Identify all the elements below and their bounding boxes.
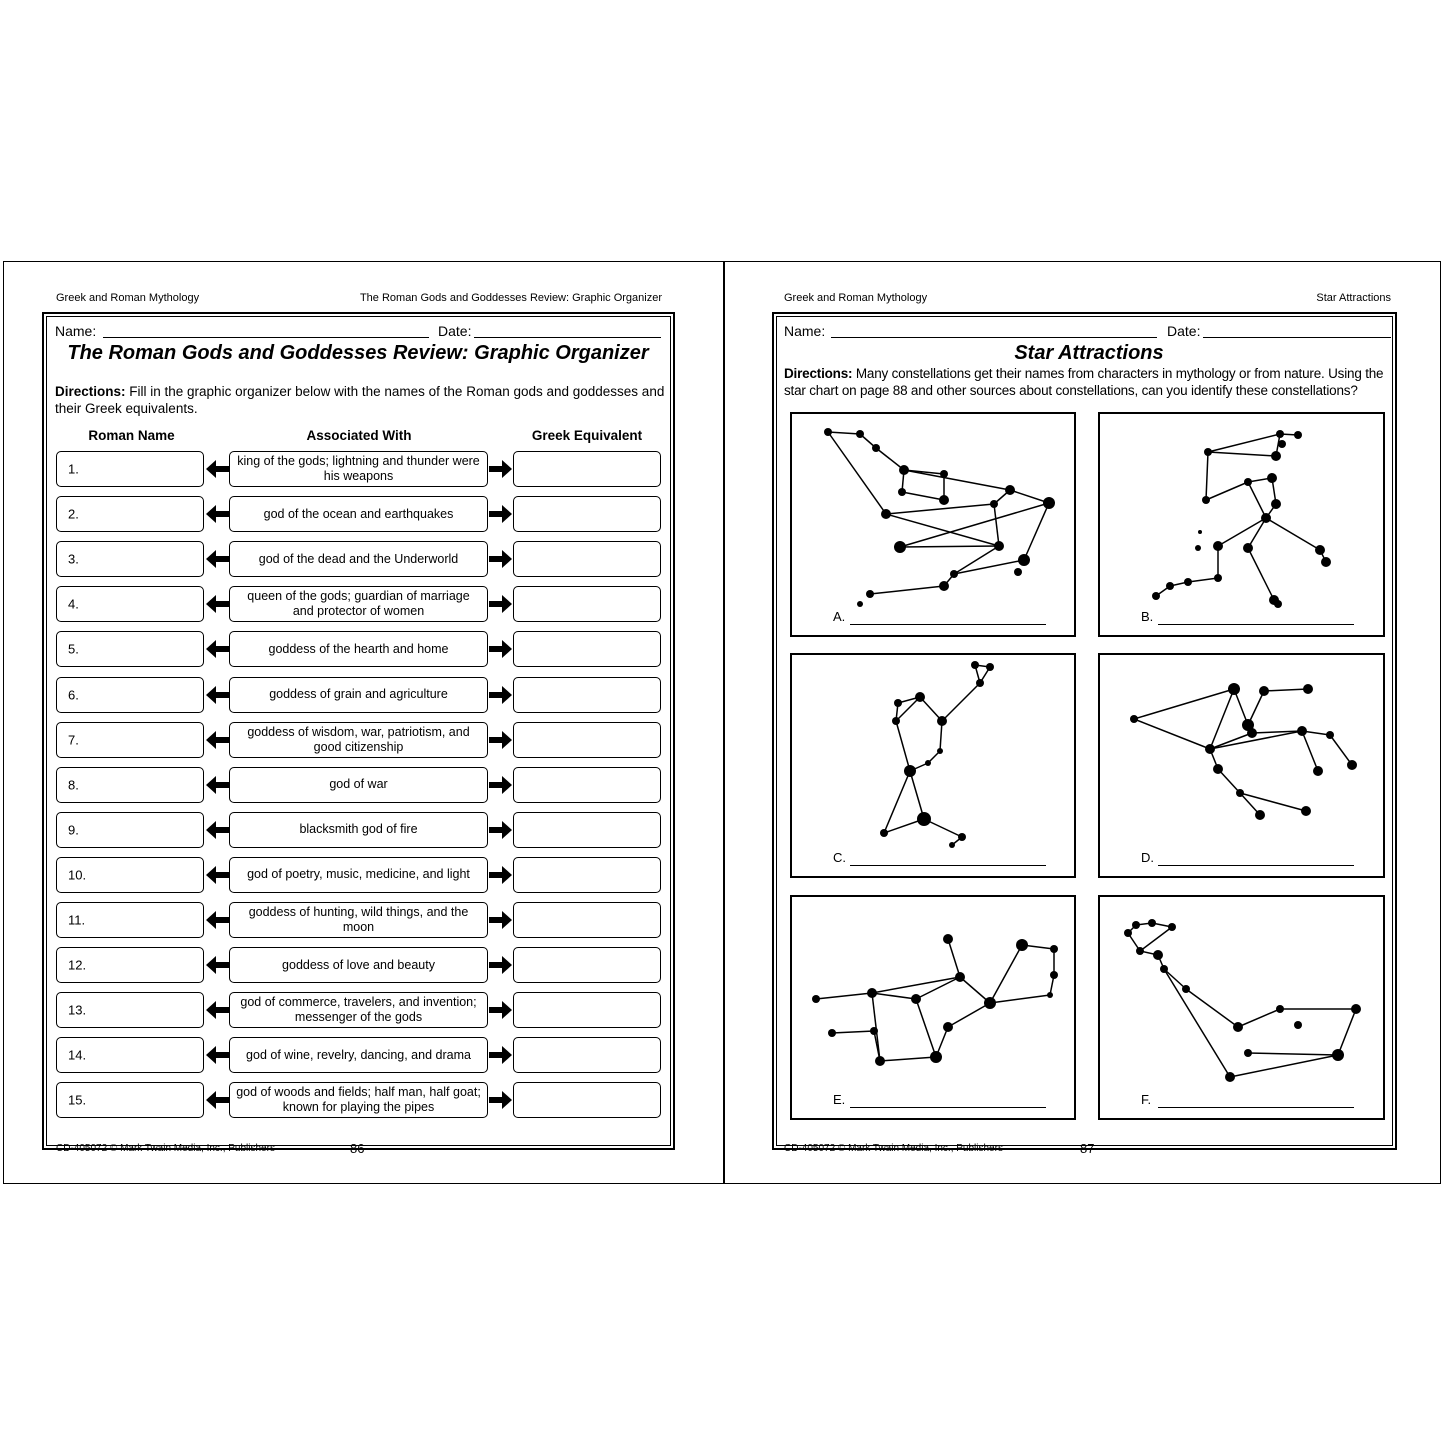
constellation-line bbox=[990, 995, 1050, 1003]
star-dot bbox=[894, 699, 902, 707]
star-dot bbox=[943, 934, 953, 944]
roman-name-box[interactable] bbox=[56, 1037, 204, 1073]
star-dot bbox=[1152, 592, 1160, 600]
name-label: Name: bbox=[55, 323, 97, 339]
star-dot bbox=[1214, 574, 1222, 582]
star-dot bbox=[872, 444, 880, 452]
star-dot bbox=[1228, 683, 1240, 695]
greek-equivalent-box[interactable] bbox=[513, 451, 661, 487]
star-dot bbox=[1321, 557, 1331, 567]
star-dot bbox=[986, 663, 994, 671]
star-dot bbox=[1204, 448, 1212, 456]
greek-equivalent-box[interactable] bbox=[513, 992, 661, 1028]
constellation-line bbox=[1266, 518, 1320, 550]
constellation-line bbox=[910, 771, 924, 819]
constellation-line bbox=[1024, 503, 1049, 560]
star-dot bbox=[1213, 541, 1223, 551]
roman-name-box[interactable] bbox=[56, 902, 204, 938]
constellation-diagram bbox=[1100, 897, 1387, 1122]
right-arrow-icon bbox=[489, 775, 513, 795]
name-label: Name: bbox=[784, 323, 826, 339]
constellation-line bbox=[900, 546, 999, 547]
roman-name-box[interactable] bbox=[56, 722, 204, 758]
name-field[interactable] bbox=[103, 337, 429, 338]
constellation-line bbox=[916, 999, 936, 1057]
constellation-line bbox=[872, 993, 916, 999]
greek-equivalent-box[interactable] bbox=[513, 947, 661, 983]
star-dot bbox=[881, 509, 891, 519]
star-dot bbox=[1016, 939, 1028, 951]
greek-equivalent-box[interactable] bbox=[513, 812, 661, 848]
associated-with-box: god of the ocean and earthquakes bbox=[229, 496, 488, 532]
constellation-line bbox=[886, 504, 994, 514]
right-arrow-icon bbox=[489, 1000, 513, 1020]
star-dot bbox=[1326, 731, 1334, 739]
left-page bbox=[3, 261, 723, 1184]
constellation-line bbox=[1210, 689, 1234, 749]
star-dot bbox=[1294, 1021, 1302, 1029]
star-dot bbox=[866, 590, 874, 598]
constellation-line bbox=[994, 504, 999, 546]
constellation-line bbox=[1238, 1009, 1280, 1027]
constellation-line bbox=[1248, 482, 1266, 518]
star-dot bbox=[1313, 766, 1323, 776]
constellation-answer-field[interactable] bbox=[850, 624, 1046, 625]
greek-equivalent-box[interactable] bbox=[513, 677, 661, 713]
star-dot bbox=[1005, 485, 1015, 495]
left-arrow-icon bbox=[205, 820, 229, 840]
roman-name-box[interactable] bbox=[56, 812, 204, 848]
star-dot bbox=[1276, 1005, 1284, 1013]
row-number: 15. bbox=[68, 1092, 87, 1108]
constellation-line bbox=[1302, 731, 1318, 771]
associated-with-box: god of woods and fields; half man, half goat; known for playing the pipes bbox=[229, 1082, 488, 1118]
star-dot bbox=[856, 430, 864, 438]
constellation-line bbox=[886, 514, 999, 546]
right-footer: CD-405072 © Mark Twain Media, Inc., Publishers bbox=[784, 1143, 1003, 1154]
constellation-line bbox=[828, 432, 860, 434]
right-arrow-icon bbox=[489, 730, 513, 750]
associated-with-box: goddess of hunting, wild things, and the moon bbox=[229, 902, 488, 938]
star-dot bbox=[1213, 764, 1223, 774]
right-page bbox=[724, 261, 1441, 1184]
right-arrow-icon bbox=[489, 1090, 513, 1110]
star-dot bbox=[894, 541, 906, 553]
constellation-line bbox=[904, 470, 1010, 490]
greek-equivalent-box[interactable] bbox=[513, 722, 661, 758]
constellation-line bbox=[1264, 689, 1308, 691]
left-header-left: Greek and Roman Mythology bbox=[56, 292, 200, 304]
associated-with-box: goddess of grain and agriculture bbox=[229, 677, 488, 713]
right-arrow-icon bbox=[489, 1045, 513, 1065]
page-title: Star Attractions bbox=[1014, 342, 1164, 364]
star-dot bbox=[1136, 947, 1144, 955]
left-arrow-icon bbox=[205, 865, 229, 885]
constellation-line bbox=[990, 945, 1022, 1003]
row-number: 1. bbox=[68, 461, 79, 477]
star-dot bbox=[1225, 1072, 1235, 1082]
star-dot bbox=[930, 1051, 942, 1063]
constellation-label: A. bbox=[833, 609, 846, 624]
left-arrow-icon bbox=[205, 775, 229, 795]
constellation-box bbox=[1098, 895, 1385, 1120]
star-dot bbox=[812, 995, 820, 1003]
constellation-label: C. bbox=[833, 850, 846, 865]
star-dot bbox=[990, 500, 998, 508]
star-dot bbox=[1198, 530, 1202, 534]
associated-with-box: goddess of the hearth and home bbox=[229, 631, 488, 667]
star-dot bbox=[1018, 554, 1030, 566]
star-dot bbox=[1278, 440, 1286, 448]
roman-name-box[interactable] bbox=[56, 586, 204, 622]
greek-equivalent-box[interactable] bbox=[513, 496, 661, 532]
star-dot bbox=[1276, 430, 1284, 438]
constellation-answer-field[interactable] bbox=[850, 865, 1046, 866]
star-dot bbox=[915, 692, 925, 702]
star-dot bbox=[1244, 478, 1252, 486]
left-arrow-icon bbox=[205, 594, 229, 614]
roman-name-box[interactable] bbox=[56, 631, 204, 667]
row-number: 2. bbox=[68, 506, 79, 522]
star-dot bbox=[1236, 789, 1244, 797]
constellation-answer-field[interactable] bbox=[850, 1107, 1046, 1108]
star-dot bbox=[824, 428, 832, 436]
left-arrow-icon bbox=[205, 504, 229, 524]
star-dot bbox=[1050, 971, 1058, 979]
star-dot bbox=[899, 465, 909, 475]
constellation-diagram bbox=[1100, 655, 1387, 880]
row-number: 3. bbox=[68, 551, 79, 567]
star-dot bbox=[1166, 582, 1174, 590]
star-dot bbox=[939, 495, 949, 505]
star-dot bbox=[937, 748, 943, 754]
star-dot bbox=[949, 842, 955, 848]
constellation-line bbox=[872, 993, 880, 1061]
constellation-label: D. bbox=[1141, 850, 1154, 865]
right-arrow-icon bbox=[489, 910, 513, 930]
star-dot bbox=[867, 988, 877, 998]
constellation-label: F. bbox=[1141, 1092, 1152, 1107]
associated-with-box: goddess of love and beauty bbox=[229, 947, 488, 983]
star-dot bbox=[1132, 921, 1140, 929]
roman-name-box[interactable] bbox=[56, 451, 204, 487]
greek-equivalent-box[interactable] bbox=[513, 1037, 661, 1073]
constellation-line bbox=[1188, 578, 1218, 582]
star-dot bbox=[911, 994, 921, 1004]
date-field[interactable] bbox=[474, 337, 661, 338]
constellation-line bbox=[1248, 1053, 1338, 1055]
star-dot bbox=[1182, 985, 1190, 993]
star-dot bbox=[1297, 726, 1307, 736]
star-dot bbox=[1315, 545, 1325, 555]
associated-with-box: god of wine, revelry, dancing, and drama bbox=[229, 1037, 488, 1073]
roman-name-box[interactable] bbox=[56, 857, 204, 893]
star-dot bbox=[1332, 1049, 1344, 1061]
row-number: 4. bbox=[68, 596, 79, 612]
constellation-line bbox=[1164, 969, 1230, 1077]
greek-equivalent-box[interactable] bbox=[513, 1082, 661, 1118]
constellation-diagram bbox=[792, 414, 1078, 639]
constellation-line bbox=[1134, 689, 1234, 719]
star-dot bbox=[994, 541, 1004, 551]
star-dot bbox=[1202, 496, 1210, 504]
constellation-line bbox=[1134, 719, 1210, 749]
constellation-line bbox=[1186, 989, 1238, 1027]
star-dot bbox=[870, 1027, 878, 1035]
constellation-line bbox=[1010, 490, 1049, 503]
constellation-diagram bbox=[792, 897, 1078, 1122]
row-number: 14. bbox=[68, 1047, 87, 1063]
row-number: 12. bbox=[68, 957, 87, 973]
star-dot bbox=[1274, 600, 1282, 608]
star-dot bbox=[1247, 728, 1257, 738]
constellation-box bbox=[790, 412, 1076, 637]
constellation-label: B. bbox=[1141, 609, 1154, 624]
directions-label: Directions: bbox=[55, 384, 126, 399]
star-dot bbox=[1243, 543, 1253, 553]
greek-equivalent-box[interactable] bbox=[513, 902, 661, 938]
right-arrow-icon bbox=[489, 685, 513, 705]
star-dot bbox=[1347, 760, 1357, 770]
right-page-number: 87 bbox=[1080, 1141, 1095, 1156]
right-arrow-icon bbox=[489, 594, 513, 614]
constellation-line bbox=[1330, 735, 1352, 765]
left-footer: CD-405072 © Mark Twain Media, Inc., Publishers bbox=[56, 1143, 275, 1154]
col-greek-equivalent: Greek Equivalent bbox=[531, 428, 643, 443]
roman-name-box[interactable] bbox=[56, 947, 204, 983]
star-dot bbox=[1244, 1049, 1252, 1057]
star-dot bbox=[1160, 965, 1168, 973]
left-arrow-icon bbox=[205, 1045, 229, 1065]
left-page-number: 86 bbox=[350, 1141, 365, 1156]
row-number: 9. bbox=[68, 822, 79, 838]
constellation-diagram bbox=[1100, 414, 1387, 639]
constellation-box bbox=[790, 895, 1076, 1120]
associated-with-box: queen of the gods; guardian of marriage and protector of women bbox=[229, 586, 488, 622]
right-arrow-icon bbox=[489, 820, 513, 840]
star-dot bbox=[1271, 451, 1281, 461]
constellation-box bbox=[1098, 412, 1385, 637]
roman-name-box[interactable] bbox=[56, 1082, 204, 1118]
left-arrow-icon bbox=[205, 1090, 229, 1110]
constellation-line bbox=[1230, 1055, 1338, 1077]
star-dot bbox=[1303, 684, 1313, 694]
directions-label: Directions: bbox=[784, 366, 853, 381]
constellation-line bbox=[1218, 518, 1266, 546]
constellation-line bbox=[1206, 452, 1208, 500]
star-dot bbox=[1271, 499, 1281, 509]
left-header-right: The Roman Gods and Goddesses Review: Graphic Organizer bbox=[359, 292, 662, 304]
star-dot bbox=[1195, 545, 1201, 551]
star-dot bbox=[1014, 568, 1022, 576]
roman-name-box[interactable] bbox=[56, 677, 204, 713]
left-arrow-icon bbox=[205, 459, 229, 479]
star-dot bbox=[857, 601, 863, 607]
right-arrow-icon bbox=[489, 504, 513, 524]
star-dot bbox=[1124, 929, 1132, 937]
constellation-line bbox=[1338, 1009, 1356, 1055]
star-dot bbox=[1255, 810, 1265, 820]
star-dot bbox=[1259, 686, 1269, 696]
star-dot bbox=[1261, 513, 1271, 523]
left-arrow-icon bbox=[205, 955, 229, 975]
roman-name-box[interactable] bbox=[56, 496, 204, 532]
constellation-line bbox=[876, 448, 904, 470]
constellation-line bbox=[948, 939, 960, 977]
greek-equivalent-box[interactable] bbox=[513, 541, 661, 577]
star-dot bbox=[1130, 715, 1138, 723]
star-dot bbox=[950, 570, 958, 578]
star-dot bbox=[875, 1056, 885, 1066]
directions-text: Many constellations get their names from characters in mythology or from nature. Using the star chart on page 88 and other sources about constellations, can you identify these constellations? bbox=[784, 366, 1384, 398]
row-number: 11. bbox=[68, 912, 86, 928]
constellation-label: E. bbox=[833, 1092, 846, 1107]
constellation-line bbox=[1240, 793, 1306, 811]
star-dot bbox=[1351, 1004, 1361, 1014]
left-arrow-icon bbox=[205, 549, 229, 569]
row-number: 13. bbox=[68, 1002, 87, 1018]
constellation-line bbox=[1210, 733, 1252, 749]
left-arrow-icon bbox=[205, 730, 229, 750]
row-number: 5. bbox=[68, 641, 79, 657]
constellation-line bbox=[1140, 927, 1172, 951]
roman-name-box[interactable] bbox=[56, 541, 204, 577]
row-number: 7. bbox=[68, 732, 79, 748]
directions bbox=[55, 383, 667, 417]
constellation-line bbox=[942, 683, 980, 721]
constellation-line bbox=[896, 721, 910, 771]
star-dot bbox=[1043, 497, 1055, 509]
constellation-diagram bbox=[792, 655, 1078, 880]
date-label: Date: bbox=[1167, 323, 1201, 339]
right-header-left: Greek and Roman Mythology bbox=[784, 292, 928, 304]
associated-with-box: king of the gods; lightning and thunder were his weapons bbox=[229, 451, 488, 487]
date-field[interactable] bbox=[1203, 337, 1391, 338]
constellation-line bbox=[948, 1003, 990, 1027]
star-dot bbox=[892, 717, 900, 725]
right-arrow-icon bbox=[489, 459, 513, 479]
constellation-answer-field[interactable] bbox=[1158, 865, 1354, 866]
star-dot bbox=[1184, 578, 1192, 586]
right-arrow-icon bbox=[489, 955, 513, 975]
left-arrow-icon bbox=[205, 685, 229, 705]
star-dot bbox=[955, 972, 965, 982]
col-associated-with: Associated With bbox=[306, 428, 412, 443]
star-dot bbox=[958, 833, 966, 841]
star-dot bbox=[937, 716, 947, 726]
page-title: The Roman Gods and Goddesses Review: Graphic Organizer bbox=[67, 342, 649, 364]
constellation-line bbox=[832, 1031, 874, 1033]
star-dot bbox=[939, 581, 949, 591]
right-arrow-icon bbox=[489, 549, 513, 569]
constellation-line bbox=[1206, 482, 1248, 500]
roman-name-box[interactable] bbox=[56, 767, 204, 803]
greek-equivalent-box[interactable] bbox=[513, 631, 661, 667]
left-arrow-icon bbox=[205, 910, 229, 930]
star-dot bbox=[1047, 992, 1053, 998]
star-dot bbox=[1294, 431, 1302, 439]
constellation-box bbox=[790, 653, 1076, 878]
constellation-line bbox=[1208, 452, 1276, 456]
name-field[interactable] bbox=[831, 337, 1157, 338]
constellation-line bbox=[870, 586, 944, 594]
associated-with-box: god of commerce, travelers, and invention; messenger of the gods bbox=[229, 992, 488, 1028]
star-dot bbox=[904, 765, 916, 777]
star-dot bbox=[943, 1022, 953, 1032]
star-dot bbox=[1153, 950, 1163, 960]
star-dot bbox=[925, 760, 931, 766]
constellation-line bbox=[1248, 548, 1274, 600]
constellation-line bbox=[872, 977, 960, 993]
roman-name-box[interactable] bbox=[56, 992, 204, 1028]
star-dot bbox=[971, 661, 979, 669]
constellation-line bbox=[816, 993, 872, 999]
star-dot bbox=[1301, 806, 1311, 816]
star-dot bbox=[917, 812, 931, 826]
directions-text: Fill in the graphic organizer below with the names of the Roman gods and goddesses and their Greek equivalents. bbox=[55, 384, 665, 416]
star-dot bbox=[1233, 1022, 1243, 1032]
greek-equivalent-box[interactable] bbox=[513, 586, 661, 622]
constellation-line bbox=[884, 771, 910, 833]
date-label: Date: bbox=[438, 323, 472, 339]
star-dot bbox=[828, 1029, 836, 1037]
directions bbox=[784, 365, 1394, 399]
left-arrow-icon bbox=[205, 639, 229, 659]
constellation-answer-field[interactable] bbox=[1158, 1107, 1354, 1108]
right-arrow-icon bbox=[489, 865, 513, 885]
constellation-line bbox=[1208, 434, 1280, 452]
star-dot bbox=[1050, 945, 1058, 953]
star-dot bbox=[1267, 473, 1277, 483]
left-arrow-icon bbox=[205, 1000, 229, 1020]
constellation-answer-field[interactable] bbox=[1158, 624, 1354, 625]
row-number: 8. bbox=[68, 777, 79, 793]
constellation-box bbox=[1098, 653, 1385, 878]
star-dot bbox=[898, 488, 906, 496]
row-number: 6. bbox=[68, 687, 79, 702]
associated-with-box: goddess of wisdom, war, patriotism, and good citizenship bbox=[229, 722, 488, 758]
star-dot bbox=[1168, 923, 1176, 931]
star-dot bbox=[984, 997, 996, 1009]
associated-with-box: god of war bbox=[229, 767, 488, 803]
row-number: 10. bbox=[68, 867, 87, 883]
star-dot bbox=[1205, 744, 1215, 754]
star-dot bbox=[976, 679, 984, 687]
constellation-line bbox=[902, 492, 944, 500]
associated-with-box: god of poetry, music, medicine, and light bbox=[229, 857, 488, 893]
right-arrow-icon bbox=[489, 639, 513, 659]
greek-equivalent-box[interactable] bbox=[513, 767, 661, 803]
associated-with-box: god of the dead and the Underworld bbox=[229, 541, 488, 577]
col-roman-name: Roman Name bbox=[88, 428, 175, 443]
constellation-line bbox=[880, 1057, 936, 1061]
greek-equivalent-box[interactable] bbox=[513, 857, 661, 893]
star-dot bbox=[880, 829, 888, 837]
associated-with-box: blacksmith god of fire bbox=[229, 812, 488, 848]
star-dot bbox=[1148, 919, 1156, 927]
right-header-right: Star Attractions bbox=[1316, 292, 1391, 304]
star-dot bbox=[940, 470, 948, 478]
